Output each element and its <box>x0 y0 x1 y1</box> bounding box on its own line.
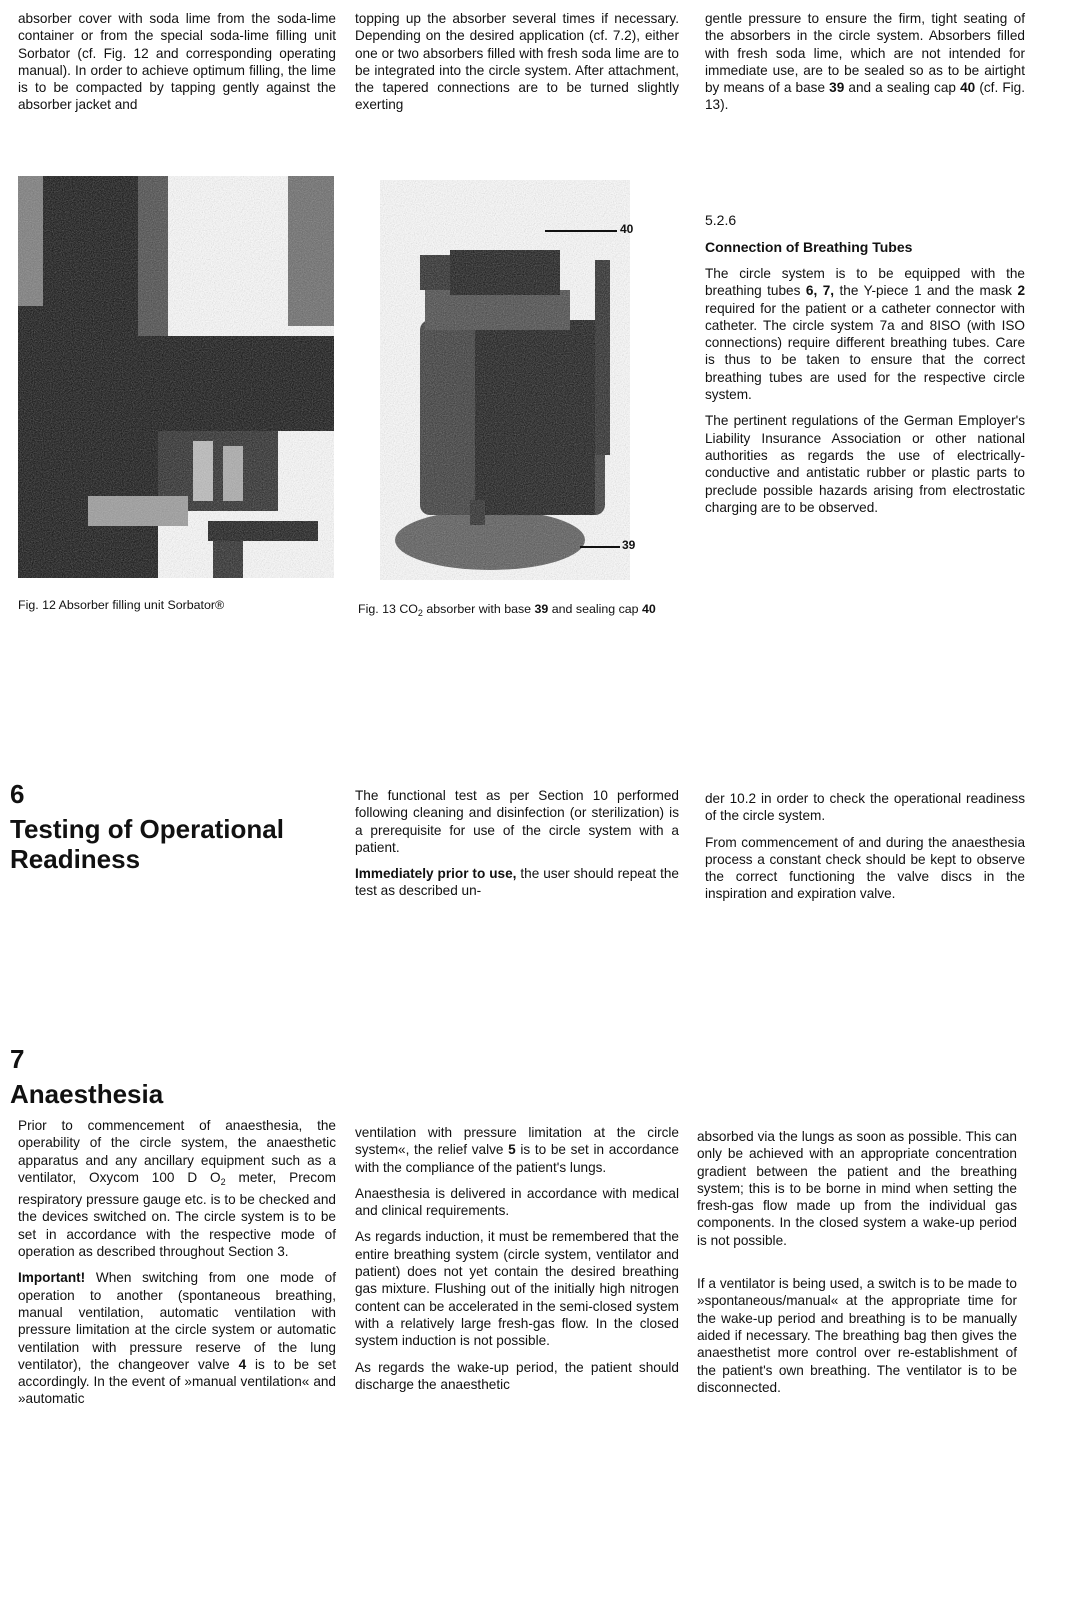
text: required for the patient or a catheter connector with catheter. The circle system 7a and 8ISO (with ISO connections) require different breathing tubes. Care is thus to be taken to ensure that the correct breathing tubes are used for the respective circle system. <box>705 300 1025 403</box>
sorbator-illustration <box>18 176 334 578</box>
paragraph: As regards induction, it must be remembered that the entire breathing system (circle system, ventilator and patient) does not yet contain the desired breathing gas mixture. Flushing out of the initially high nitrogen content can be accelerated in the semi-closed system with a relatively large fresh-gas flow. In the closed system induction is not possible. <box>355 1229 679 1349</box>
paragraph: The pertinent regulations of the German Employer's Liability Insurance Association or other national authorities as regards the use of electrically-conductive and antistatic rubber or plastic parts to preclude possible hazards arising from electrostatic charging are to be observed. <box>705 413 1025 515</box>
text: is to be set accordingly. In the event of »manual ventilation« and »automatic <box>18 1356 337 1407</box>
paragraph: absorber cover with soda lime from the soda-lime container or from the special soda-lime filling unit Sorbator (cf. Fig. 12 and corresponding operating manual). In order to achieve optimum filling, the lime is to be compacted by tapping gently against the absorber jacket and <box>18 11 336 113</box>
section-7-column-1 <box>18 1117 336 1417</box>
paragraph: absorbed via the lungs as soon as possible. This can only be achieved with an appropriate concentration gradient between the patient and the breathing system; this is to be borne in mind when setting the fresh-gas flow made up from the individual gas components. In the closed system a wake-up period is not possible. <box>697 1129 1017 1248</box>
text: Fig. 13 CO <box>358 602 418 616</box>
text: is to be set in accordance with the compliance of the patient's lungs. <box>355 1142 679 1175</box>
ref-number: 4 <box>238 1356 247 1372</box>
subsection-title: Connection of Breathing Tubes <box>705 239 913 255</box>
section-7-title: Anaesthesia <box>10 1079 164 1109</box>
section-6-column-2 <box>355 787 679 909</box>
paragraph: If a ventilator is being used, a switch is to be made to »spontaneous/manual« at the appropriate time for the wake-up period and breathing is to be manually aided if necessary. The breathing bag then gives the anaesthetist more control over re-establishment of the patient's own breathing. The ventilator is to be disconnected. <box>697 1276 1017 1395</box>
top-column-1 <box>18 10 336 123</box>
callout-39: 39 <box>622 538 636 552</box>
ref-number: 39 <box>534 602 549 616</box>
text: When switching from one mode of operation to another (spontaneous breathing, manual ventilation, automatic ventilation with pressure limitation at the circle system or automatic ventilation with pressure reserve of the lung ventilator), the changeover valve <box>18 1270 336 1372</box>
text: and sealing cap <box>548 602 642 616</box>
callout-40: 40 <box>620 222 634 236</box>
ref-number: 5 <box>508 1142 516 1158</box>
section-7-column-3 <box>697 1128 1017 1405</box>
section-7-number: 7 <box>10 1044 25 1074</box>
top-column-3 <box>705 10 1025 123</box>
paragraph <box>18 1117 336 1260</box>
emphasis: Immediately prior to use, <box>355 866 517 882</box>
text: (cf. Fig. 13). <box>705 80 1026 113</box>
text: meter, Precom respiratory pressure gauge etc. is to be checked and the devices switched on. The circle system is to be set in accordance with the respective mode of operation as described throughout Section 3. <box>18 1169 336 1260</box>
text: The circle system is to be equipped with the breathing tubes <box>705 266 1025 299</box>
text: the user should repeat the test as described un- <box>355 866 679 899</box>
ref-number: 40 <box>642 602 656 616</box>
paragraph: The functional test as per Section 10 performed following cleaning and disinfection (or sterilization) is a prerequisite for use of the circle system with a patient. <box>355 788 679 855</box>
ref-number: 40 <box>960 80 976 96</box>
section-7-column-2 <box>355 1124 679 1402</box>
text: the Y-piece 1 and the mask <box>834 283 1018 299</box>
text: absorber with base <box>422 602 535 616</box>
paragraph <box>355 1124 679 1176</box>
figure-12-photo <box>18 176 334 578</box>
figure-13-photo <box>380 180 630 580</box>
ref-number: 6, 7, <box>805 283 835 299</box>
text: gentle pressure to ensure the firm, tight seating of the absorbers in the circle system. Absorbers filled with fresh soda lime, which are not intended for immediate use, are to be sealed so as to be airtight by means of a base <box>705 11 1025 96</box>
text: ventilation with pressure limitation at the circle system«, the relief valve <box>355 1125 679 1158</box>
top-column-2 <box>355 10 679 123</box>
section-6-title: Testing of Operational Readiness <box>10 814 284 874</box>
paragraph <box>705 10 1025 114</box>
text: Prior to commencement of anaesthesia, the operability of the circle system, the anaesthetic apparatus and any ancillary equipment such as a ventilator, Oxycom 100 D O <box>18 1118 336 1185</box>
ref-number: 2 <box>1017 283 1026 299</box>
callout-line-40 <box>545 230 617 232</box>
text: der 10.2 in order to check the operational readiness of the circle system. <box>705 791 1025 824</box>
section-6-column-3 <box>705 790 1025 912</box>
co2-absorber-illustration <box>380 180 630 580</box>
paragraph <box>705 790 1025 825</box>
paragraph <box>355 865 679 900</box>
text: and a sealing cap <box>844 80 961 96</box>
paragraph: Anaesthesia is delivered in accordance with medical and clinical requirements. <box>355 1185 679 1219</box>
paragraph <box>705 265 1025 403</box>
paragraph: topping up the absorber several times if necessary. Depending on the desired application (cf. 7.2), either one or two absorbers filled with fresh soda lime are to be integrated into the circle system. After attachment, the tapered connections are to be turned slightly exerting <box>355 11 679 113</box>
emphasis: Important! <box>18 1270 86 1286</box>
subsection-number: 5.2.6 <box>705 212 737 228</box>
section-6-number: 6 <box>10 779 25 809</box>
ref-number: 39 <box>829 80 845 96</box>
callout-line-39 <box>580 546 620 548</box>
paragraph: As regards the wake-up period, the patient should discharge the anaesthetic <box>355 1359 679 1392</box>
figure-12-caption: Fig. 12 Absorber filling unit Sorbator® <box>18 598 225 612</box>
subscript: 2 <box>417 608 423 618</box>
paragraph <box>18 1269 336 1407</box>
paragraph: From commencement of and during the anaesthesia process a constant check should be kept to observe the correct functioning the valve discs in the inspiration and expiration valve. <box>705 834 1025 902</box>
figure-13-caption <box>358 602 688 621</box>
section-5-2-6 <box>705 212 1025 525</box>
subscript: 2 <box>220 1176 226 1187</box>
